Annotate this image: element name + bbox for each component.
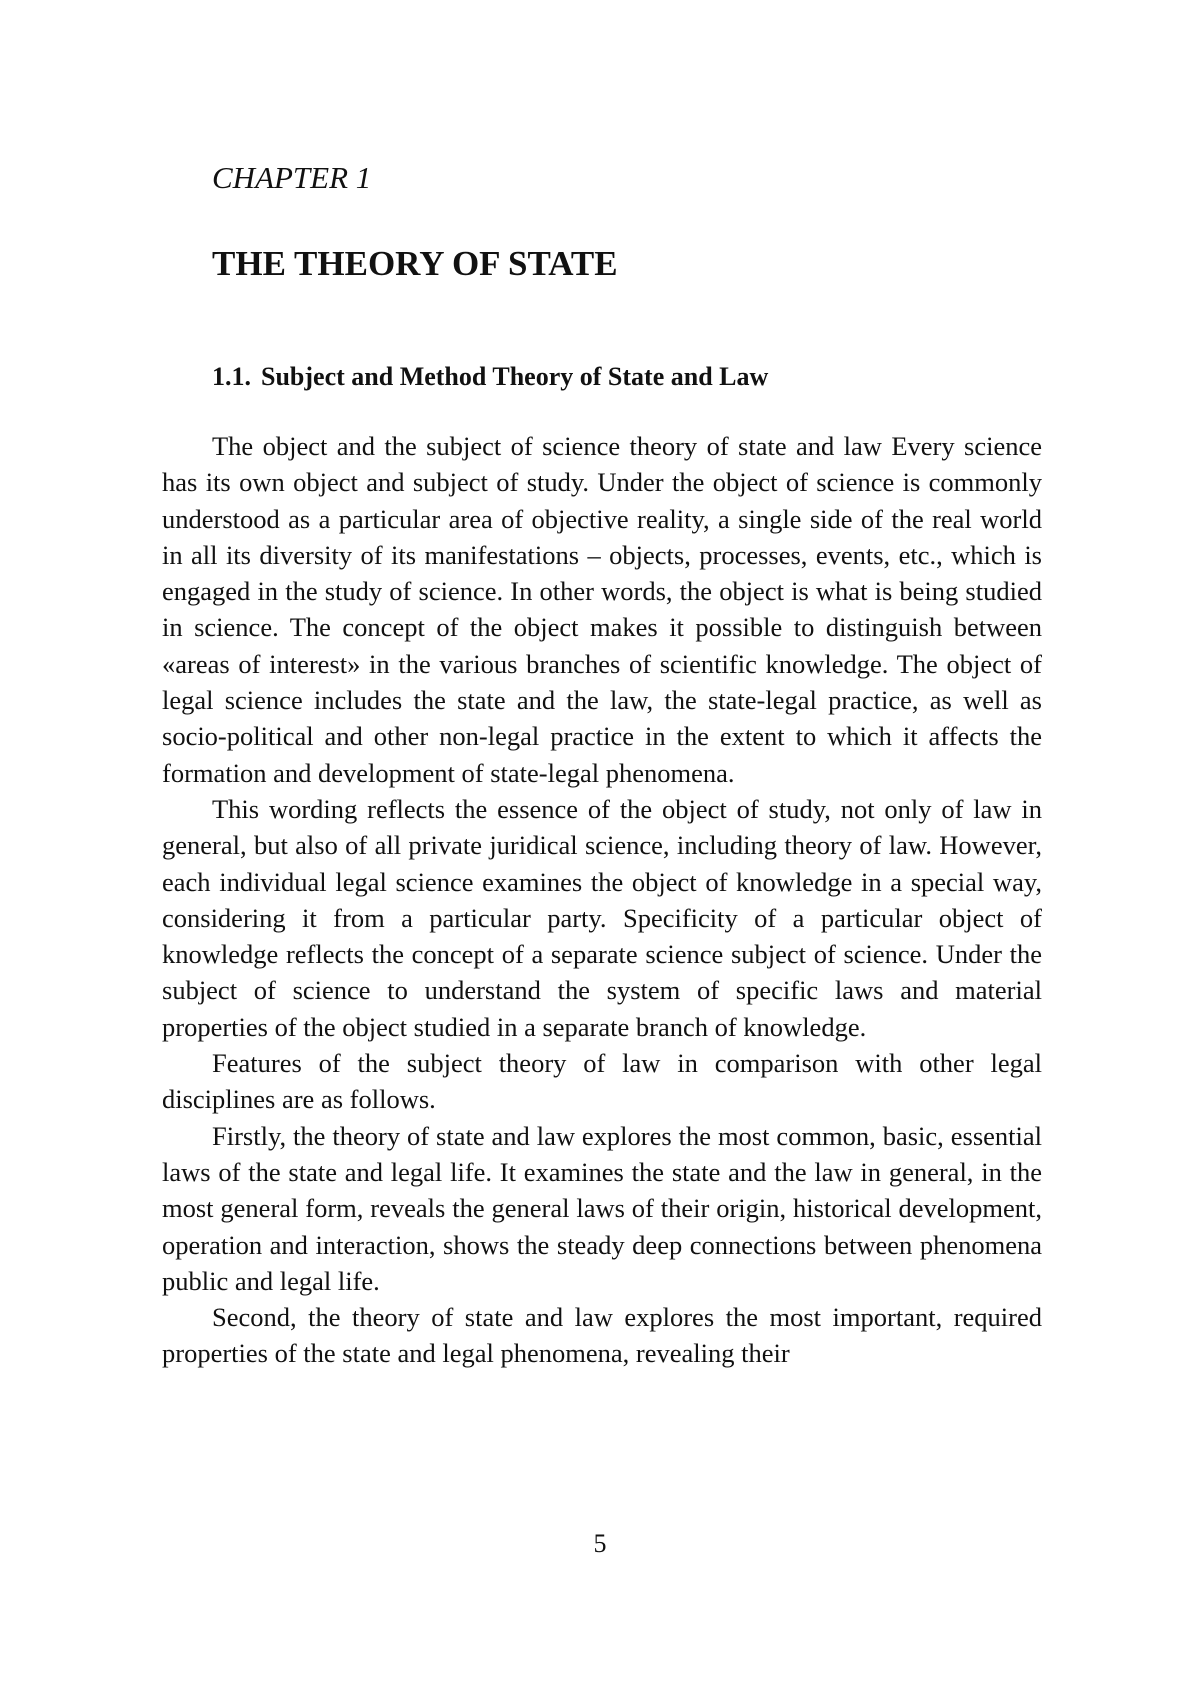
section-number: 1.1. [212,362,251,391]
paragraph-object-and-subject: The object and the subject of science theory of state and law Every science has its own object and subject of study. Under the object of science is commonly understood as a particular area of objective reality, a single side of the real world in all its diversity of its manifestations – objects, processes, events, etc., which is engaged in the study of science. In other words, the object is what is being studied in science. The concept of the object makes it possible to distinguish between «areas of interest» in the various branches of scientific knowledge. The object of legal science includes the state and the law, the state-legal practice, as well as socio-political and other non-legal practice in the extent to which it affects the formation and development of state-legal phenomena. [162,431,1042,788]
paragraph-features: Features of the subject theory of law in comparison with other legal disciplines are as follows. [162,1048,1042,1115]
paragraph-second: Second, the theory of state and law explores the most important, required properties of the state and legal phenomena, revealing their [162,1302,1042,1369]
paragraph-firstly: Firstly, the theory of state and law explores the most common, basic, essential laws of the state and legal life. It examines the state and the law in general, in the most general form, reveals the general laws of their origin, historical development, operation and interaction, shows the steady deep connections between phenomena public and legal life. [162,1120,1042,1296]
chapter-title: THE THEORY OF STATE [212,244,618,283]
page-number: 5 [593,1529,607,1558]
chapter-label: CHAPTER 1 [212,160,372,195]
section-title: Subject and Method Theory of State and Law [261,362,769,391]
section-heading [212,364,768,390]
body-text [162,428,1042,1372]
paragraph-wording-reflects: This wording reflects the essence of the object of study, not only of law in general, but also of all private juridical science, including theory of law. However, each individual legal science examines the object of knowledge in a special way, considering it from a particular party. Specificity of a particular object of knowledge reflects the concept of a separate science subject of science. Under the subject of science to understand the system of specific laws and material properties of the object studied in a separate branch of knowledge. [162,793,1042,1042]
